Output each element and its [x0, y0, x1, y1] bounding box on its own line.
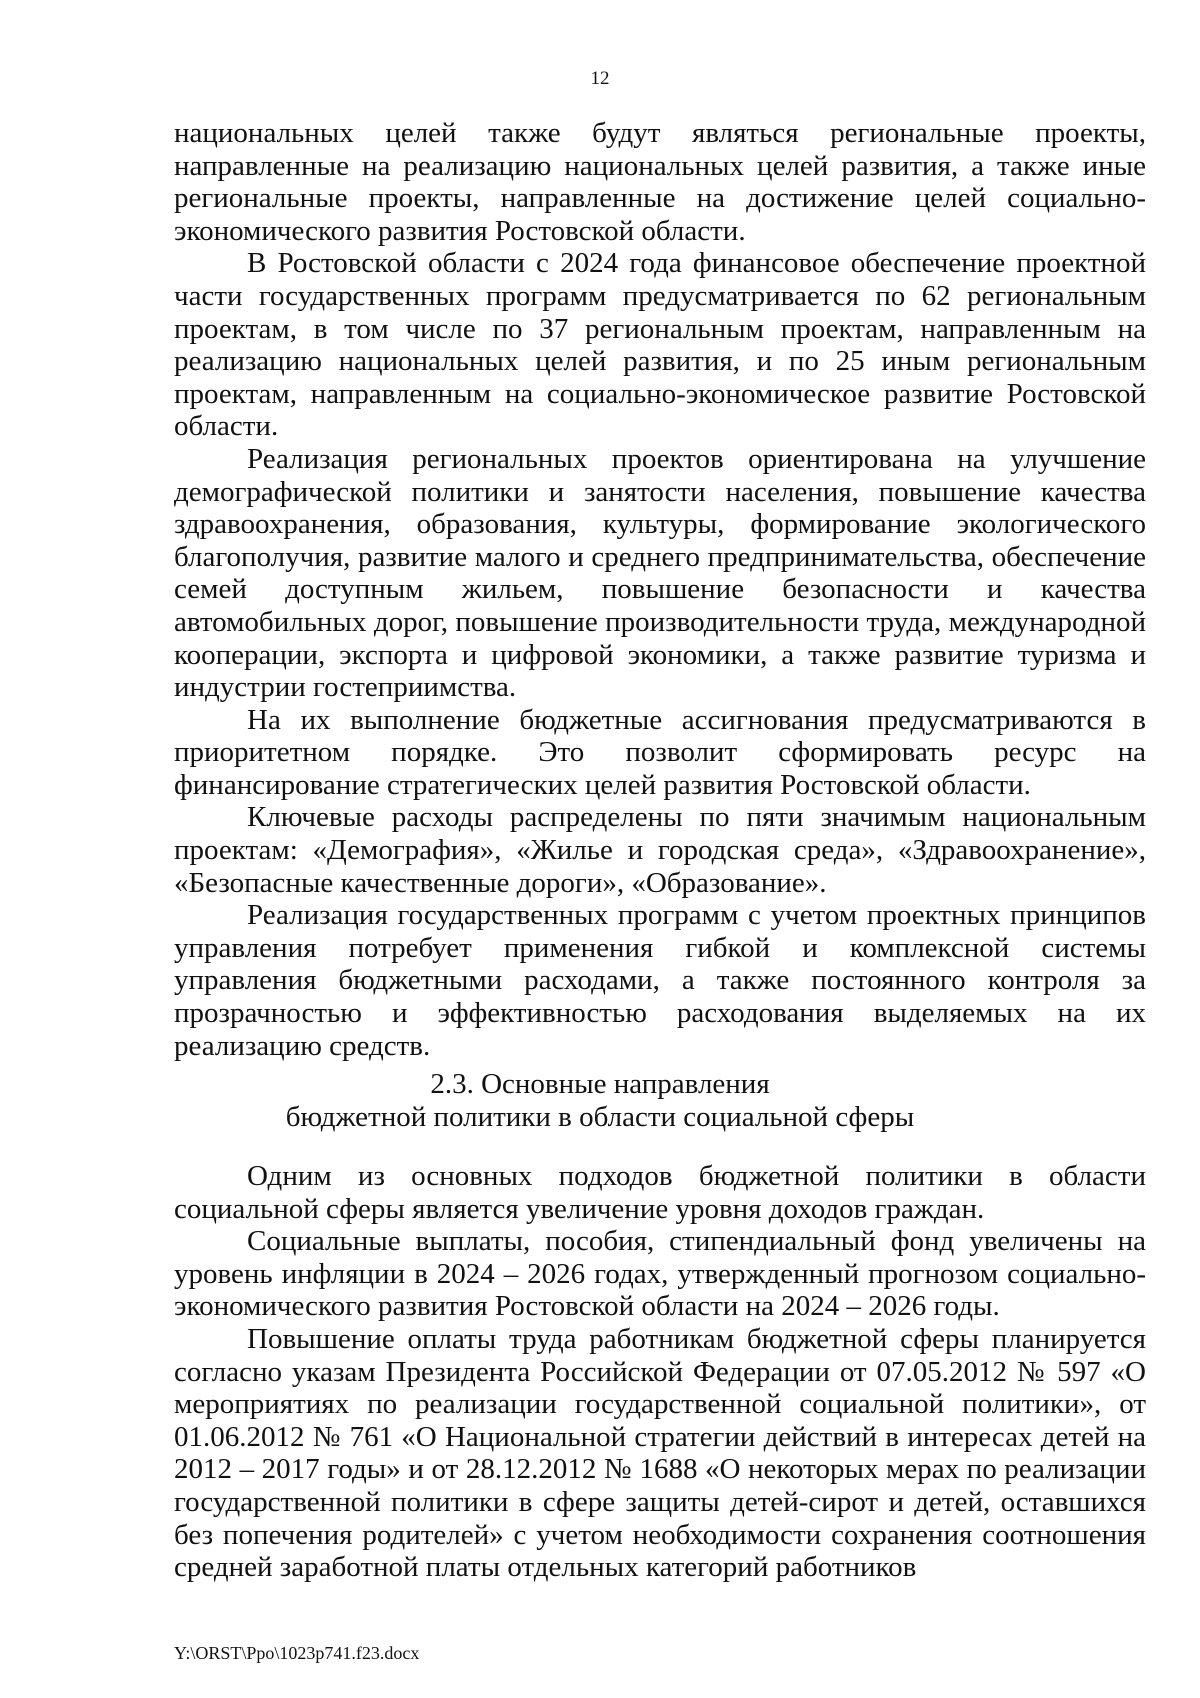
body-text-top [174, 117, 1146, 1062]
paragraph: Одним из основных подходов бюджетной политики в области социальной сферы является увеличение уровня доходов граждан. [174, 1160, 1146, 1225]
page-number: 12 [590, 68, 610, 89]
paragraph: Ключевые расходы распределены по пяти значимым национальным проектам: «Демография», «Жилье и городская среда», «Здравоохранение», «Безопасные качественные дороги», «Образование». [174, 801, 1146, 899]
section-heading [0, 1068, 1200, 1134]
section-heading-line-1: 2.3. Основные направления [430, 1068, 770, 1100]
paragraph: Повышение оплаты труда работникам бюджетной сферы планируется согласно указам Президента Российской Федерации от 07.05.2012 № 597 «О мероприятиях по реализации государственной социальной политики», от 01.06.2012 № 761 «О Национальной стратегии действий в интересах детей на 2012 – 2017 годы» и от 28.12.2012 № 1688 «О некоторых мерах по реализации государственной политики в сфере защиты детей-сирот и детей, оставшихся без попечения родителей» с учетом необходимости сохранения соотношения средней заработной платы отдельных категорий работников [174, 1322, 1146, 1584]
footer-file-path: Y:\ORST\Ppo\1023p741.f23.docx [174, 1643, 420, 1663]
paragraph: национальных целей также будут являться региональные проекты, направленные на реализацию национальных целей развития, а также иные региональные проекты, направленные на достижение целей социально-экономического развития Ростовской области. [174, 117, 1146, 247]
paragraph: Реализация региональных проектов ориентирована на улучшение демографической политики и занятости населения, повышение качества здравоохранения, образования, культуры, формирование экологического благополучия, развитие малого и среднего предпринимательства, обеспечение семей доступным жильем, повышение безопасности и качества автомобильных дорог, повышение производительности труда, международной кооперации, экспорта и цифровой экономики, а также развитие туризма и индустрии гостеприимства. [174, 442, 1146, 704]
body-text-bottom [174, 1160, 1146, 1584]
paragraph: Социальные выплаты, пособия, стипендиальный фонд увеличены на уровень инфляции в 2024 – 2026 годах, утвержденный прогнозом социально-экономического развития Ростовской области на 2024 – 2026 годы. [174, 1225, 1146, 1323]
paragraph: В Ростовской области с 2024 года финансовое обеспечение проектной части государственных программ предусматривается по 62 региональным проектам, в том числе по 37 региональным проектам, направленным на реализацию национальных целей развития, и по 25 иным региональным проектам, направленным на социально-экономическое развитие Ростовской области. [174, 247, 1146, 443]
paragraph: На их выполнение бюджетные ассигнования предусматриваются в приоритетном порядке. Это позволит сформировать ресурс на финансирование стратегических целей развития Ростовской области. [174, 703, 1146, 801]
section-heading-line-2: бюджетной политики в области социальной сферы [285, 1101, 915, 1133]
paragraph: Реализация государственных программ с учетом проектных принципов управления потребует применения гибкой и комплексной системы управления бюджетными расходами, а также постоянного контроля за прозрачностью и эффективностью расходования выделяемых на их реализацию средств. [174, 899, 1146, 1062]
